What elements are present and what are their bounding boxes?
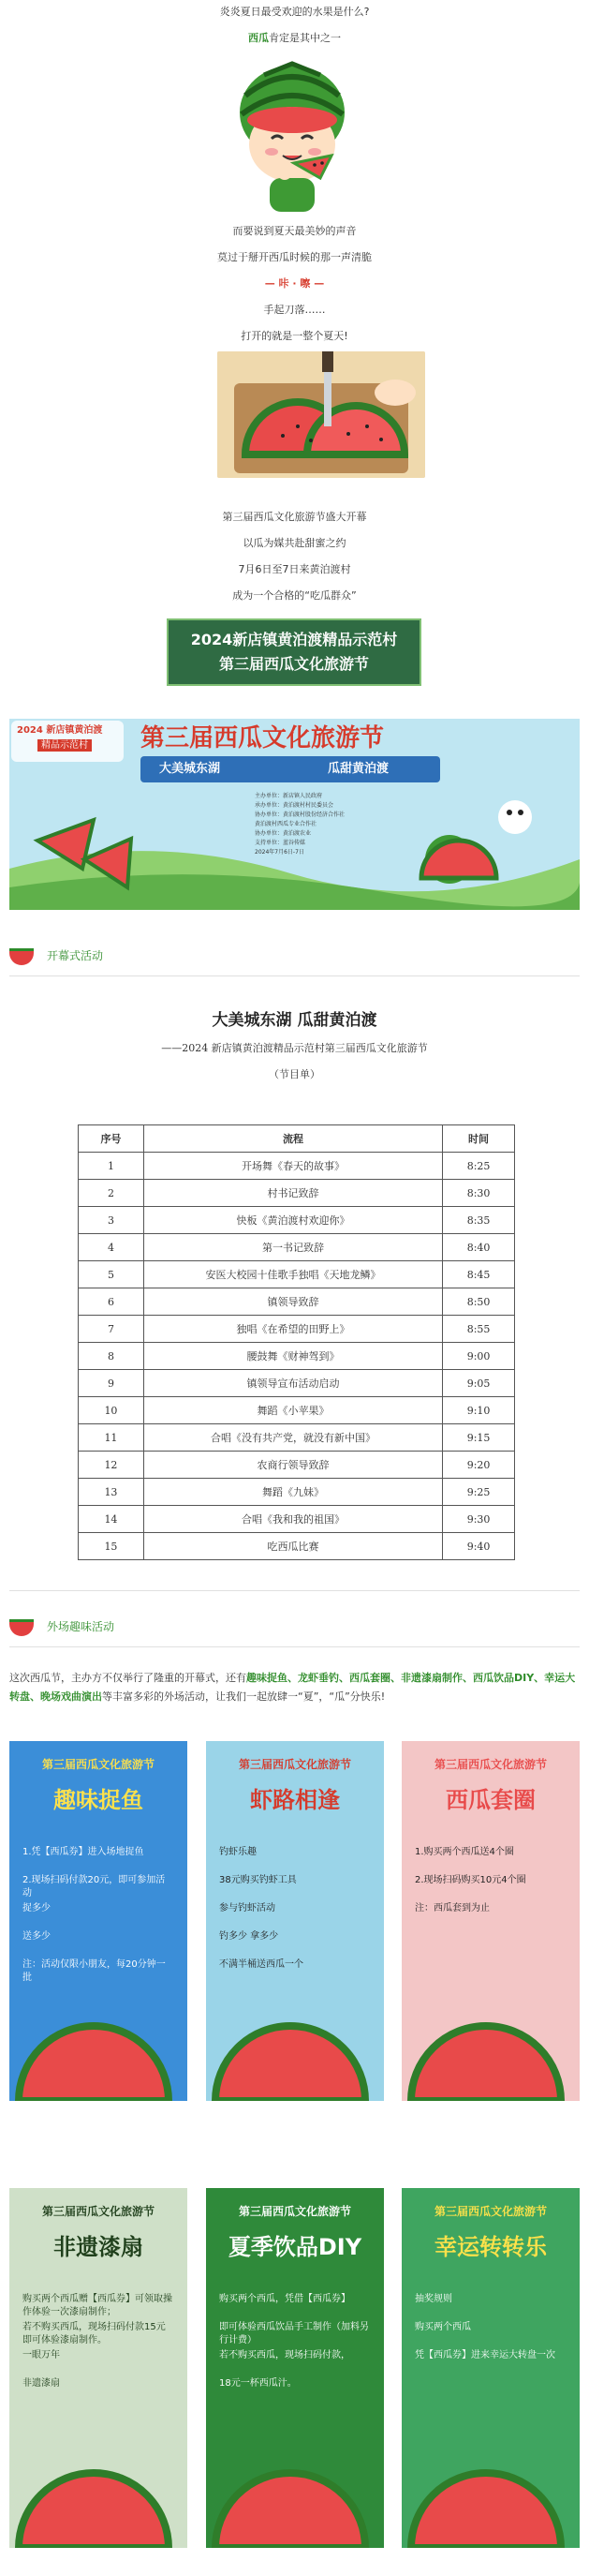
table-row <box>79 1153 515 1180</box>
process-cell: 腰鼓舞《财神驾到》 <box>143 1343 442 1370</box>
card-header: 第三届西瓜文化旅游节 <box>434 1758 547 1771</box>
poster-info-line: 主办单位：新店镇人民政府 <box>255 793 323 799</box>
poster-info-line: 协办单位：黄泊渡村股份经济合作社 <box>255 812 346 818</box>
card-text: 购买两个西瓜 <box>415 2322 471 2332</box>
intro-line-8: 第三届西瓜文化旅游节盛大开幕 <box>222 511 367 523</box>
time-cell: 9:00 <box>443 1343 515 1370</box>
activity-card <box>402 2188 580 2548</box>
table-header-row <box>79 1125 515 1153</box>
time-cell: 9:25 <box>443 1479 515 1506</box>
card-text: 1.凭【西瓜券】进入场地捉鱼 <box>22 1847 144 1857</box>
card-text: 购买两个西瓜赠【西瓜券】可领取操作体验一次漆扇制作； <box>22 2294 172 2317</box>
festival-banner <box>167 618 421 686</box>
index-cell: 8 <box>79 1343 144 1370</box>
index-cell: 2 <box>79 1180 144 1207</box>
intro-line-3: 而要说到夏天最美妙的声音 <box>232 225 357 237</box>
process-cell: 舞蹈《小苹果》 <box>143 1397 442 1424</box>
process-cell: 镇领导致辞 <box>143 1288 442 1316</box>
time-cell: 8:35 <box>443 1207 515 1234</box>
divider <box>9 975 580 976</box>
time-cell: 9:30 <box>443 1506 515 1533</box>
program-title: 大美城东湖 瓜甜黄泊渡 <box>212 1011 377 1030</box>
activity-card <box>9 1741 187 2101</box>
header-process: 流程 <box>143 1125 442 1153</box>
outdoor-paragraph <box>9 1669 580 1706</box>
card-text: 购买两个西瓜，凭借【西瓜券】 <box>219 2294 350 2304</box>
activity-card <box>402 1741 580 2101</box>
header-index: 序号 <box>79 1125 144 1153</box>
time-cell: 9:10 <box>443 1397 515 1424</box>
program-note: （节目单） <box>269 1068 320 1080</box>
process-cell: 吃西瓜比赛 <box>143 1533 442 1560</box>
program-table <box>78 1124 515 1560</box>
card-title: 趣味捉鱼 <box>53 1787 143 1813</box>
index-cell: 3 <box>79 1207 144 1234</box>
time-cell: 8:55 <box>443 1316 515 1343</box>
card-header: 第三届西瓜文化旅游节 <box>41 2205 155 2218</box>
time-cell: 8:40 <box>443 1234 515 1261</box>
card-text: 注：西瓜套到为止 <box>415 1903 490 1913</box>
watermelon-boy-illustration <box>217 58 367 217</box>
cutting-watermelon-illustration <box>217 351 425 478</box>
process-cell: 合唱《我和我的祖国》 <box>143 1506 442 1533</box>
time-cell: 8:25 <box>443 1153 515 1180</box>
time-cell: 8:50 <box>443 1288 515 1316</box>
process-cell: 舞蹈《九妹》 <box>143 1479 442 1506</box>
watermelon-icon <box>9 948 34 965</box>
poster-corner-line-2: 精品示范村 <box>37 739 92 752</box>
card-text: 若不购买西瓜，现场扫码付款， <box>219 2350 350 2360</box>
card-text: 抽奖规则 <box>415 2294 452 2304</box>
table-row <box>79 1533 515 1560</box>
table-row <box>79 1343 515 1370</box>
activity-card <box>9 2188 187 2548</box>
index-cell: 9 <box>79 1370 144 1397</box>
time-cell: 8:30 <box>443 1180 515 1207</box>
time-cell: 9:40 <box>443 1533 515 1560</box>
intro-line-2 <box>0 32 589 45</box>
process-cell: 安医大校园十佳歌手独唱《天地龙鳞》 <box>143 1261 442 1288</box>
table-row <box>79 1452 515 1479</box>
card-text: 即可体验西瓜饮品手工制作（加料另行计费） <box>219 2322 369 2345</box>
table-row <box>79 1261 515 1288</box>
card-title: 虾路相逢 <box>250 1787 340 1813</box>
poster-info <box>255 792 345 857</box>
poster-tag-left: 大美城东湖 <box>159 762 221 776</box>
table-row <box>79 1207 515 1234</box>
intro-line-11: 成为一个合格的“吃瓜群众” <box>232 589 357 602</box>
card-text: 送多少 <box>22 1931 51 1942</box>
intro-line-10: 7月6日至7日来黄泊渡村 <box>238 563 351 575</box>
card-text: 1.购买两个西瓜送4个圈 <box>415 1847 514 1857</box>
poster-info-line: 支持单位：蓝谷传媒 <box>255 840 306 846</box>
section-outdoor-label: 外场趣味活动 <box>47 1620 115 1633</box>
index-cell: 13 <box>79 1479 144 1506</box>
process-cell: 快板《黄泊渡村欢迎你》 <box>143 1207 442 1234</box>
intro-line-9: 以瓜为媒共赴甜蜜之约 <box>243 537 346 549</box>
poster-info-line: 2024年7月6日-7日 <box>255 849 304 856</box>
card-text: 注：活动仅限小朋友，每20分钟一批 <box>22 1959 166 1983</box>
process-cell: 第一书记致辞 <box>143 1234 442 1261</box>
header-time: 时间 <box>443 1125 515 1153</box>
index-cell: 7 <box>79 1316 144 1343</box>
highlight-watermelon: 西瓜 <box>248 32 269 44</box>
process-cell: 独唱《在希望的田野上》 <box>143 1316 442 1343</box>
process-cell: 合唱《没有共产党，就没有新中国》 <box>143 1424 442 1452</box>
poster-info-line: 承办单位：黄泊渡村村民委员会 <box>255 802 334 809</box>
intro-line-1: 炎炎夏日最受欢迎的水果是什么? <box>219 6 370 18</box>
card-title: 夏季饮品DIY <box>228 2234 362 2260</box>
index-cell: 11 <box>79 1424 144 1452</box>
card-text: 钓多少 拿多少 <box>219 1931 279 1942</box>
banner-line-2: 第三届西瓜文化旅游节 <box>218 655 369 673</box>
card-header: 第三届西瓜文化旅游节 <box>238 2205 351 2218</box>
index-cell: 6 <box>79 1288 144 1316</box>
card-text: 捉多少 <box>22 1903 51 1913</box>
paragraph-highlight: 趣味捉鱼、龙虾垂钓、西瓜套圈、非遗漆扇制作、西瓜饮品DIY、幸运大转盘、晚场戏曲演出 <box>9 1672 576 1703</box>
paragraph-text: 等丰富多彩的外场活动，让我们一起放肆一“夏”，“瓜”分快乐! <box>102 1690 386 1703</box>
time-cell: 9:20 <box>443 1452 515 1479</box>
watermelon-icon <box>9 1619 34 1636</box>
table-row <box>79 1288 515 1316</box>
card-text: 2.现场扫码购买10元4个圈 <box>415 1875 526 1885</box>
poster-corner-line-1: 2024 新店镇黄泊渡 <box>17 725 103 736</box>
card-text: 凭【西瓜券】进来幸运大转盘一次 <box>415 2350 555 2360</box>
process-cell: 镇领导宣布活动启动 <box>143 1370 442 1397</box>
time-cell: 8:45 <box>443 1261 515 1288</box>
card-text: 钓虾乐趣 <box>219 1847 257 1857</box>
section-opening-label: 开幕式活动 <box>47 949 104 962</box>
process-cell: 村书记致辞 <box>143 1180 442 1207</box>
table-row <box>79 1506 515 1533</box>
card-text: 2.现场扫码付款20元，即可参加活动 <box>22 1875 166 1898</box>
card-text: 参与钓虾活动 <box>219 1903 275 1913</box>
table-row <box>79 1397 515 1424</box>
card-text: 若不购买西瓜，现场扫码付款15元即可体验漆扇制作。 <box>22 2322 166 2345</box>
table-row <box>79 1234 515 1261</box>
divider <box>9 1590 580 1591</box>
festival-poster <box>9 719 580 910</box>
card-title: 幸运转转乐 <box>434 2234 547 2260</box>
divider <box>9 1646 580 1647</box>
card-text: 不满半桶送西瓜一个 <box>219 1959 303 1970</box>
table-row <box>79 1370 515 1397</box>
process-cell: 开场舞《春天的故事》 <box>143 1153 442 1180</box>
program-subtitle: ——2024 新店镇黄泊渡精品示范村第三届西瓜文化旅游节 <box>161 1042 428 1054</box>
poster-info-line: 协办单位：黄泊渡农业 <box>255 830 312 837</box>
index-cell: 15 <box>79 1533 144 1560</box>
index-cell: 5 <box>79 1261 144 1288</box>
paragraph-text: 这次西瓜节，主办方不仅举行了隆重的开幕式，还有 <box>9 1672 246 1684</box>
activity-card <box>206 2188 384 2548</box>
intro-line-2-rest: 肯定是其中之一 <box>269 32 341 44</box>
poster-title: 第三届西瓜文化旅游节 <box>140 724 385 752</box>
index-cell: 10 <box>79 1397 144 1424</box>
table-row <box>79 1479 515 1506</box>
time-cell: 9:15 <box>443 1424 515 1452</box>
card-text: 18元一杯西瓜汁。 <box>219 2378 297 2389</box>
card-text: 非遗漆扇 <box>22 2378 60 2389</box>
card-title: 非遗漆扇 <box>53 2234 143 2260</box>
intro-line-4: 莫过于掰开西瓜时候的那一声清脆 <box>217 251 372 263</box>
table-row <box>79 1424 515 1452</box>
intro-line-7: 打开的就是一整个夏天! <box>241 330 348 342</box>
time-cell: 9:05 <box>443 1370 515 1397</box>
activity-card <box>206 1741 384 2101</box>
card-header: 第三届西瓜文化旅游节 <box>238 1758 351 1771</box>
card-text: 一眼万年 <box>22 2350 60 2360</box>
intro-line-6: 手起刀落…… <box>263 304 326 316</box>
index-cell: 1 <box>79 1153 144 1180</box>
intro-line-5: — 咔 · 嚓 — <box>264 277 325 290</box>
card-text: 38元购买钓虾工具 <box>219 1875 297 1885</box>
table-row <box>79 1180 515 1207</box>
poster-tag-right: 瓜甜黄泊渡 <box>328 762 390 776</box>
card-header: 第三届西瓜文化旅游节 <box>434 2205 547 2218</box>
table-row <box>79 1316 515 1343</box>
poster-info-line: 黄泊渡村西瓜专业合作社 <box>255 821 317 827</box>
card-title: 西瓜套圈 <box>446 1787 536 1813</box>
index-cell: 4 <box>79 1234 144 1261</box>
index-cell: 14 <box>79 1506 144 1533</box>
process-cell: 农商行领导致辞 <box>143 1452 442 1479</box>
card-header: 第三届西瓜文化旅游节 <box>41 1758 155 1771</box>
index-cell: 12 <box>79 1452 144 1479</box>
banner-line-1: 2024新店镇黄泊渡精品示范村 <box>190 631 398 648</box>
